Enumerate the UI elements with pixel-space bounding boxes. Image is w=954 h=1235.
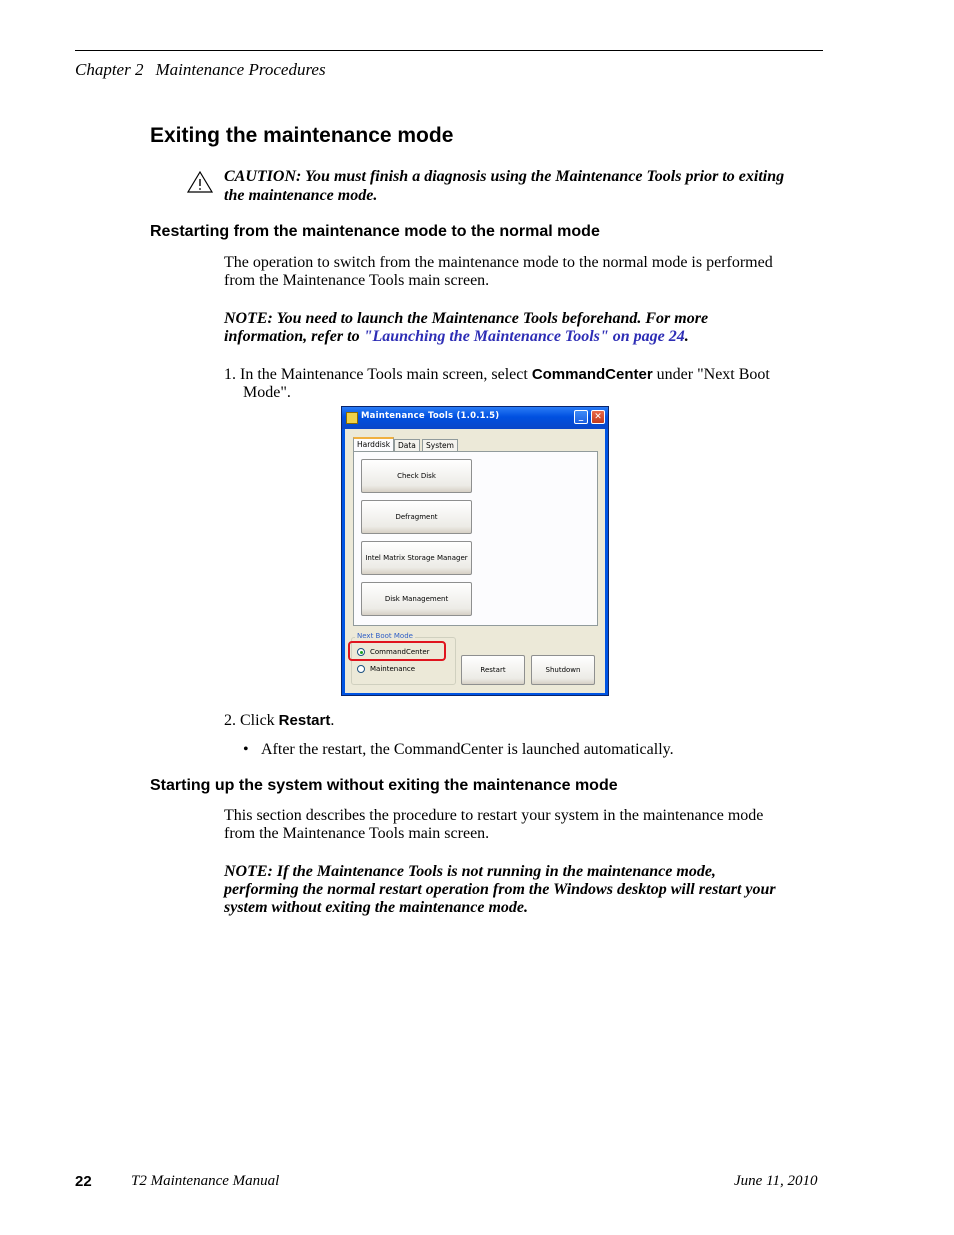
note-prefix: information, refer to [224,328,364,345]
section-title: Exiting the maintenance mode [150,124,454,147]
next-boot-mode-label: Next Boot Mode [357,632,413,640]
check-disk-button[interactable]: Check Disk [361,459,472,493]
startup-intro-line2: from the Maintenance Tools main screen. [224,825,490,842]
defragment-button[interactable]: Defragment [361,500,472,534]
step-2-bold: Restart [278,712,331,729]
tab-harddisk[interactable]: Harddisk [353,437,394,453]
harddisk-panel [353,451,598,626]
step-1 [224,365,770,384]
close-button[interactable]: ✕ [591,410,605,424]
restart-note-line2 [224,327,689,346]
radio-unselected-icon[interactable] [357,665,365,673]
radio-commandcenter-label: CommandCenter [370,648,430,656]
step-1-text: In the Maintenance Tools main screen, select [240,366,532,383]
disk-management-button[interactable]: Disk Management [361,582,472,616]
tab-data[interactable]: Data [394,439,420,451]
launching-tools-link[interactable]: "Launching the Maintenance Tools" on page 24 [363,328,685,345]
startup-note-line1: NOTE: If the Maintenance Tools is not running in the maintenance mode, [224,863,716,880]
step-2 [224,711,334,730]
highlight-box [348,641,446,661]
window-title: Maintenance Tools (1.0.1.5) [361,411,500,421]
startup-heading: Starting up the system without exiting the maintenance mode [150,777,618,794]
intel-matrix-storage-button[interactable]: Intel Matrix Storage Manager [361,541,472,575]
restart-intro-line1: The operation to switch from the maintenance mode to the normal mode is performed [224,254,773,271]
restart-note-line1: NOTE: You need to launch the Maintenance Tools beforehand. For more [224,310,709,327]
restart-button[interactable]: Restart [461,655,525,685]
restart-intro-line2: from the Maintenance Tools main screen. [224,272,490,289]
bullet-text: After the restart, the CommandCenter is launched automatically. [261,741,674,758]
chapter-title: Maintenance Procedures [155,60,326,79]
note-suffix: . [684,328,689,345]
maintenance-tools-screenshot [341,406,609,696]
startup-note-line3: system without exiting the maintenance mode. [224,899,529,916]
step-1-bold: CommandCenter [531,366,653,383]
restart-heading: Restarting from the maintenance mode to the normal mode [150,223,600,240]
step-1-number: 1. [224,366,236,383]
minimize-button[interactable]: _ [574,410,588,424]
startup-note-line2: performing the normal restart operation from the Windows desktop will restart your [224,881,776,898]
chapter-label: Chapter 2 [75,60,144,79]
step-1-line2: Mode". [243,384,291,401]
caution-text: CAUTION: You must finish a diagnosis using the Maintenance Tools prior to exiting the maintenance mode. [224,168,785,204]
tab-system[interactable]: System [422,439,458,451]
step-2-text: Click [240,712,279,729]
startup-intro-line1: This section describes the procedure to restart your system in the maintenance mode [224,807,764,824]
header-rule [75,50,823,51]
page-number: 22 [75,1173,92,1190]
bullet-marker: • [243,741,249,758]
app-icon [346,412,358,424]
window-body [345,429,605,693]
step-2-text-end: . [330,712,335,729]
step-2-number: 2. [224,712,236,729]
step-1-text-end: under "Next Boot [652,366,770,383]
caution-icon [186,170,214,194]
footer-date: June 11, 2010 [734,1173,818,1189]
running-header [75,60,326,80]
radio-maintenance-label: Maintenance [370,665,416,673]
footer-doc-title: T2 Maintenance Manual [131,1173,280,1189]
bullet-item [243,740,674,759]
shutdown-button[interactable]: Shutdown [531,655,595,685]
window-titlebar [342,407,608,429]
